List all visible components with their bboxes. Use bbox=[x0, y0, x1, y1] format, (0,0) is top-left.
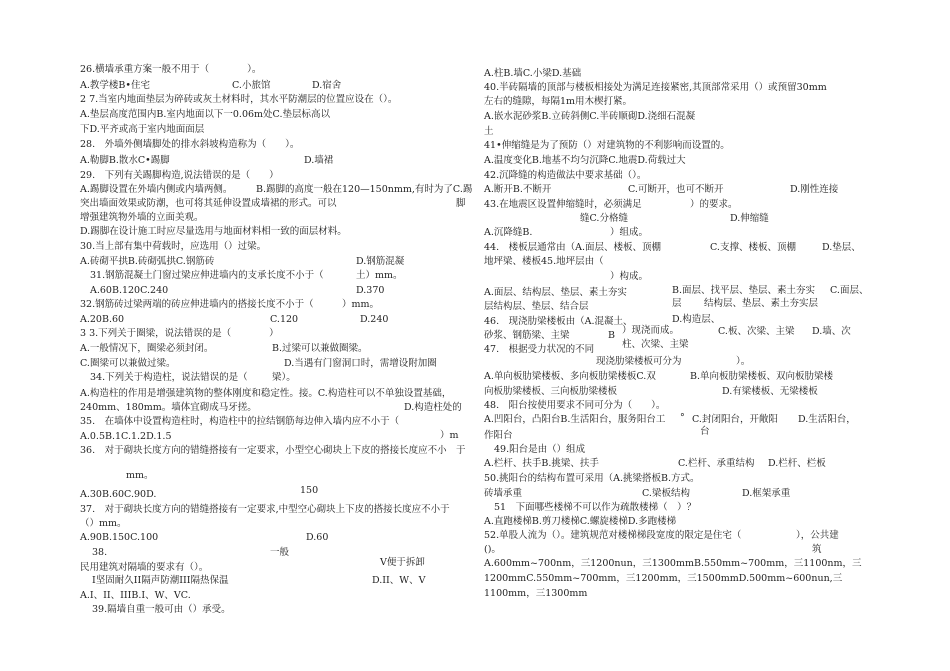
right-column-text-line: D.垫层、 bbox=[822, 242, 861, 253]
left-column-text-line: 突出墙面效果或防潮，也可将其延伸设置成墙裙的形式。可以 bbox=[80, 198, 337, 209]
right-column-text-line: 49.阳台是由（）组成 bbox=[494, 444, 586, 455]
right-column-text-line: D.有梁楼板、无梁楼板 bbox=[722, 386, 818, 397]
right-column-text-line: ）构成。 bbox=[610, 271, 649, 282]
left-column-text-line: B.过梁可以兼做圈梁。 bbox=[272, 343, 368, 354]
right-column-text-line: 柱、次梁、主梁 bbox=[622, 339, 689, 350]
right-column-text-line: 土 bbox=[484, 126, 494, 137]
left-column-text-line: A.90B.150C.100 bbox=[80, 532, 159, 543]
right-column-text-line: A.断开B.不断开 bbox=[484, 184, 552, 195]
right-column-text-line: B.单向板肋梁楼板、双向板肋梁楼 bbox=[690, 371, 834, 382]
right-column-text-line: D.构造层、 bbox=[672, 314, 721, 325]
left-column-text-line: 30.当上部有集中荷载时，应选用（）过梁。 bbox=[80, 241, 267, 252]
left-column-text-line: 34.下列关于构造柱，说法错误的是（ bbox=[90, 372, 248, 383]
left-column-text-line: 32.钢筋砖过梁两端的砖应伸进墙内的搭接长度不小于（ bbox=[80, 299, 314, 310]
right-column-text-line: ）。 bbox=[736, 356, 751, 367]
left-column-text-line: 土）mm。 bbox=[356, 270, 403, 281]
left-column-text-line: 37. 对于砌块长度方向的错缝搭接有一定要求,中型空心砌块上下皮的搭接长度应不小于 bbox=[80, 504, 450, 515]
left-column-text-line: A.构造柱的作用是增强建筑物的整体刚度和稳定性。接。C.构造柱可以不单独设置基础， bbox=[80, 388, 452, 399]
left-column-text-line: D.370 bbox=[356, 285, 385, 296]
left-column-text-line: （）mm。 bbox=[80, 518, 127, 529]
right-column-text-line: 缝C.分格缝 bbox=[580, 213, 628, 224]
left-column-text-line: D.当遇有门窗洞口时，需增设附加圈 bbox=[284, 358, 437, 369]
left-column-text-line: D.构造柱处的 bbox=[404, 402, 462, 413]
right-column-text-line: A.柱B.墙C.小梁D.基础 bbox=[484, 68, 582, 79]
left-column-text-line: D.II、W、V bbox=[372, 575, 426, 586]
left-column-text-line: D.踢脚在设计施工时应尽量选用与地面材料相一致的面层材料。 bbox=[80, 226, 347, 237]
right-column-text-line: A.栏杆、扶手B.挑梁、扶手 bbox=[484, 458, 599, 469]
left-column-text-line: 下D.平齐或高于室内地面面层 bbox=[80, 124, 205, 135]
right-column-text-line: ）现浇而成。 bbox=[622, 325, 680, 336]
right-column-text-line: ° bbox=[680, 412, 685, 423]
left-column-text-line: ）m bbox=[440, 430, 459, 441]
right-column-text-line: 47. 根据受力状况的不同 bbox=[484, 344, 595, 355]
right-column-text-line: ）组成。 bbox=[610, 227, 649, 238]
left-column-text-line: V便于拆卸 bbox=[380, 557, 425, 568]
right-column-text-line: 48. 阳台按使用要求不同可分为（ ）。 bbox=[484, 400, 666, 411]
right-column-text-line: 层 bbox=[672, 298, 682, 309]
right-column-text-line: A.凹阳台，凸阳台B.生活阳台，服务阳台工 bbox=[484, 414, 666, 425]
left-column-text-line: C.圈梁可以兼做过梁。 bbox=[80, 358, 176, 369]
left-column-text-line: 一般 bbox=[270, 547, 290, 558]
left-column-text-line: mm。 bbox=[126, 470, 154, 481]
left-column-text-line: 150 bbox=[300, 485, 319, 496]
left-column-text-line: A.一般情况下，圈梁必须封闭。 bbox=[80, 343, 214, 354]
right-column-text-line: 作阳台 bbox=[484, 430, 513, 441]
right-column-text-line: 40.半砖隔墙的顶部与楼板相接处为满足连接紧密,其顶部常采用（）或预留30mm bbox=[484, 82, 827, 93]
right-column-text-line: D.伸缩缝 bbox=[730, 213, 769, 224]
left-column-text-line: 38. bbox=[92, 547, 108, 558]
left-column-text-line: C.小旅馆 bbox=[232, 80, 271, 91]
right-column-text-line: 1100mm，三1300mm bbox=[484, 588, 588, 599]
left-column-text-line: A.勒脚B.散水C•踢脚 bbox=[80, 155, 170, 166]
left-column-text-line: A.垫层高度范围内B.室内地面以下一0.06m处C.垫层标高以 bbox=[80, 109, 330, 120]
right-column-text-line: C.可断开，也可不断开 bbox=[628, 184, 724, 195]
left-column-text-line: D.240 bbox=[360, 314, 389, 325]
left-column-text-line: 民用建筑对隔墙的要求有（）。 bbox=[80, 562, 209, 573]
left-column-text-line: 2 7.当室内地面垫层为碎砖或灰土材料时，其水平防潮层的位置应设在（）。 bbox=[80, 94, 398, 105]
right-column-text-line: C.封闭阳台，开敞阳 bbox=[692, 414, 778, 425]
right-column-text-line: ()。 bbox=[484, 544, 501, 555]
left-column-text-line: 28. 外墙外侧墙脚处的排水斜坡构造称为（ ）。 bbox=[80, 139, 300, 150]
right-column-text-line: 52.单股人流为（）。建筑规范对楼梯梯段宽度的限定是住宅（ bbox=[484, 530, 742, 541]
left-column-text-line: 脚 bbox=[456, 198, 466, 209]
right-column-text-line: 地坪梁、楼板45.地坪层由（ bbox=[484, 256, 604, 267]
right-column-text-line: 台 bbox=[700, 426, 710, 437]
left-column-text-line: D.墙裙 bbox=[304, 155, 334, 166]
left-column-text-line: 36. 对于砌块长度方向的错缝搭接有一定要求，小型空心砌块上下皮的搭接长度应不小 bbox=[80, 445, 447, 456]
right-column-text-line: 筑 bbox=[812, 544, 822, 555]
right-column-text-line: 砂浆、钢筋梁、主梁 bbox=[484, 330, 570, 341]
left-column-text-line: 增强建筑物外墙的立面美观。 bbox=[80, 212, 204, 223]
left-column-text-line: A.60B.120C.240 bbox=[90, 285, 169, 296]
left-column-text-line: 3 3.下列关于圈梁，说法错误的是（ ） bbox=[80, 328, 279, 339]
left-column-text-line: C.120 bbox=[270, 314, 299, 325]
right-column-text-line: 44. 楼板层通常由（A.面层、楼板、顶棚 bbox=[484, 242, 661, 253]
left-column-text-line: D.60 bbox=[306, 532, 329, 543]
right-column-text-line: 结构层、垫层、素土夯实层 bbox=[704, 298, 819, 309]
left-column-text-line: 于 bbox=[456, 445, 466, 456]
right-column-text-line: 左右的缝隙，每隔1m用木楔打紧。 bbox=[484, 96, 633, 107]
right-column-text-line: A.直跑楼梯B.剪刀楼梯C.螺旋楼梯D.多跑楼梯 bbox=[484, 516, 677, 527]
left-column-text-line: 梁）。 bbox=[272, 372, 296, 383]
left-column-text-line: 39.隔墙自重一般可由（）承受。 bbox=[92, 604, 231, 615]
right-column-text-line: A.600mm~700nm，三1200nun，三1300mmB.550mm~700mm，三1100nm，三 bbox=[484, 558, 862, 569]
right-column-text-line: 46. 现浇肋梁楼板由（A.混凝土、 bbox=[484, 316, 633, 327]
left-column-text-line: 31.钢筋混凝土门窗过梁应伸进墙内的支承长度不小于（ bbox=[90, 270, 324, 281]
right-column-text-line: 42.沉降缝的构造做法中要求基础（）。 bbox=[484, 170, 647, 181]
right-column-text-line: A.面层、结构层、垫层、素土夯实 bbox=[484, 287, 627, 298]
right-column-text-line: 砖墙承重 bbox=[484, 488, 523, 499]
right-column-text-line: A.单向板肋梁楼板、多向板肋梁楼板C.双 bbox=[484, 371, 656, 382]
left-column-text-line: ）mm。 bbox=[342, 299, 380, 310]
right-column-text-line: C.面层、 bbox=[830, 285, 869, 296]
left-column-text-line: 29. 下列有关踢脚构造,说法错误的是（ ） bbox=[80, 170, 279, 181]
right-column-text-line: B bbox=[608, 330, 615, 341]
right-column-text-line: C.栏杆、承重结构 bbox=[678, 458, 755, 469]
right-column-text-line: 1200mmC.550mm~700mm，三1200mm，三1500mmD.500mm~600nun,三 bbox=[484, 573, 843, 584]
left-column-text-line: A.踢脚设置在外墙内侧或内墙两侧。 bbox=[80, 184, 233, 195]
right-column-text-line: A.嵌水泥砂浆B.立砖斜侧C.半砖顺砌D.浇细石混凝 bbox=[484, 111, 696, 122]
right-column-text-line: C.梁板结构 bbox=[642, 488, 690, 499]
left-column-text-line: 35. 在墙体中设置构造柱时，构造柱中的拉结钢筋每边伸入墙内应不小于（ bbox=[80, 416, 400, 427]
left-column-text-line: A.30B.60C.90D. bbox=[80, 489, 157, 500]
right-column-text-line: 41•伸缩缝是为了预防（）对建筑物的不利影响而设置的。 bbox=[484, 140, 730, 151]
left-column-text-line: A.教学楼B•住宅 bbox=[80, 80, 150, 91]
left-column-text-line: I坚固耐久II隔声防潮III隔热保温 bbox=[92, 575, 229, 586]
right-column-text-line: D.框架承重 bbox=[742, 488, 791, 499]
left-column-text-line: B.踢脚的高度一般在120—150nmm,有时为了C.踢 bbox=[256, 184, 473, 195]
left-column-text-line: A.砖砌平拱B.砖砌弧拱C.钢筋砖 bbox=[80, 256, 215, 267]
right-column-text-line: 现浇肋梁楼板可分为 bbox=[596, 356, 682, 367]
right-column-text-line: D.栏杆、栏板 bbox=[768, 458, 826, 469]
left-column-text-line: A.0.5B.1C.1.2D.1.5 bbox=[80, 431, 172, 442]
right-column-text-line: 51 下面哪些楼梯不可以作为疏散楼梯（ ）？ bbox=[494, 502, 697, 513]
left-column-text-line: A.20B.60 bbox=[80, 314, 125, 325]
left-column-text-line: 240mm、180mm。墙体宜砌成马牙搓。 bbox=[80, 402, 257, 413]
right-column-text-line: 43.在地震区设置伸缩缝时，必须满足 bbox=[484, 199, 642, 210]
right-column-text-line: B.面层、找平层、垫层、素土夯实 bbox=[672, 285, 816, 296]
left-column-text-line: 26.横墙承重方案一般不用于（ ）。 bbox=[80, 64, 262, 75]
right-column-text-line: D.墙、次 bbox=[812, 326, 851, 337]
right-column-text-line: D.刚性连接 bbox=[790, 184, 839, 195]
left-column-text-line: D.钢筋混凝 bbox=[356, 256, 405, 267]
right-column-text-line: C.支撑、楼板、顶棚 bbox=[710, 242, 796, 253]
right-column-text-line: 50.挑阳台的结构布置可采用（A.挑梁搭板B.方式。 bbox=[484, 473, 700, 484]
right-column-text-line: ），公共建 bbox=[796, 530, 839, 541]
right-column-text-line: A.沉降缝B. bbox=[484, 227, 533, 238]
right-column-text-line: 向板肋梁楼板、三向板肋梁楼板 bbox=[484, 386, 618, 397]
right-column-text-line: 层结构层、垫层、结合层 bbox=[484, 301, 589, 312]
right-column-text-line: ）的要求。 bbox=[690, 199, 738, 210]
left-column-text-line: D.宿舍 bbox=[312, 80, 342, 91]
right-column-text-line: D.生活阳台， bbox=[798, 414, 856, 425]
right-column-text-line: A.温度变化B.地基不均匀沉降C.地震D.荷载过大 bbox=[484, 155, 686, 166]
right-column-text-line: C.板、次梁、主梁 bbox=[718, 326, 795, 337]
left-column-text-line: A.I、II、IIIB.I、W、VC. bbox=[80, 590, 191, 601]
